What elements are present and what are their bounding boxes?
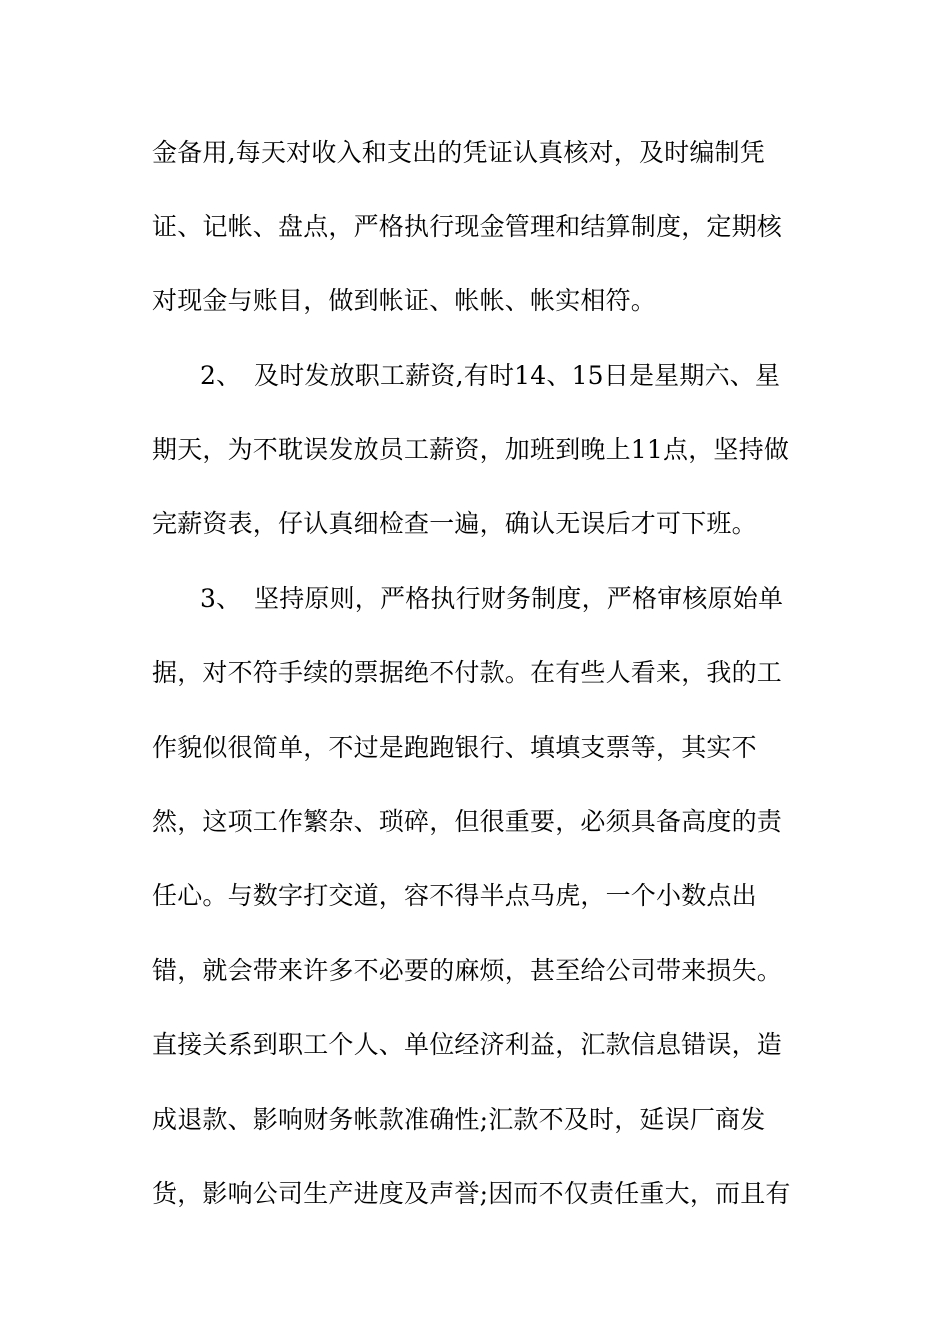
text-line: 任心。与数字打交道，容不得半点马虎，一个小数点出 bbox=[152, 881, 757, 910]
text-line: 证、记帐、盘点，严格执行现金管理和结算制度，定期核 bbox=[152, 212, 783, 241]
text-line: 完薪资表，仔认真细检查一遍，确认无误后才可下班。 bbox=[152, 509, 757, 538]
text-line: 然，这项工作繁杂、琐碎，但很重要，必须具备高度的责 bbox=[152, 807, 783, 836]
text-line: 据，对不符手续的票据绝不付款。在有些人看来，我的工 bbox=[152, 658, 783, 687]
text-line: 对现金与账目，做到帐证、帐帐、帐实相符。 bbox=[152, 286, 657, 315]
text-line: 2、 及时发放职工薪资,有时14、15日是星期六、星 bbox=[200, 361, 781, 390]
text-line: 成退款、影响财务帐款准确性;汇款不及时，延误厂商发 bbox=[152, 1105, 766, 1134]
text-line: 直接关系到职工个人、单位经济利益，汇款信息错误，造 bbox=[152, 1030, 783, 1059]
text-line: 金备用,每天对收入和支出的凭证认真核对，及时编制凭 bbox=[152, 138, 765, 167]
text-line: 期天，为不耽误发放员工薪资，加班到晚上11点，坚持做 bbox=[152, 435, 790, 464]
text-line: 3、 坚持原则，严格执行财务制度，严格审核原始单 bbox=[200, 584, 784, 613]
text-line: 错，就会带来许多不必要的麻烦，甚至给公司带来损失。 bbox=[152, 956, 783, 985]
text-line: 作貌似很简单，不过是跑跑银行、填填支票等，其实不 bbox=[152, 733, 757, 762]
text-line: 货，影响公司生产进度及声誉;因而不仅责任重大，而且有 bbox=[152, 1179, 791, 1208]
